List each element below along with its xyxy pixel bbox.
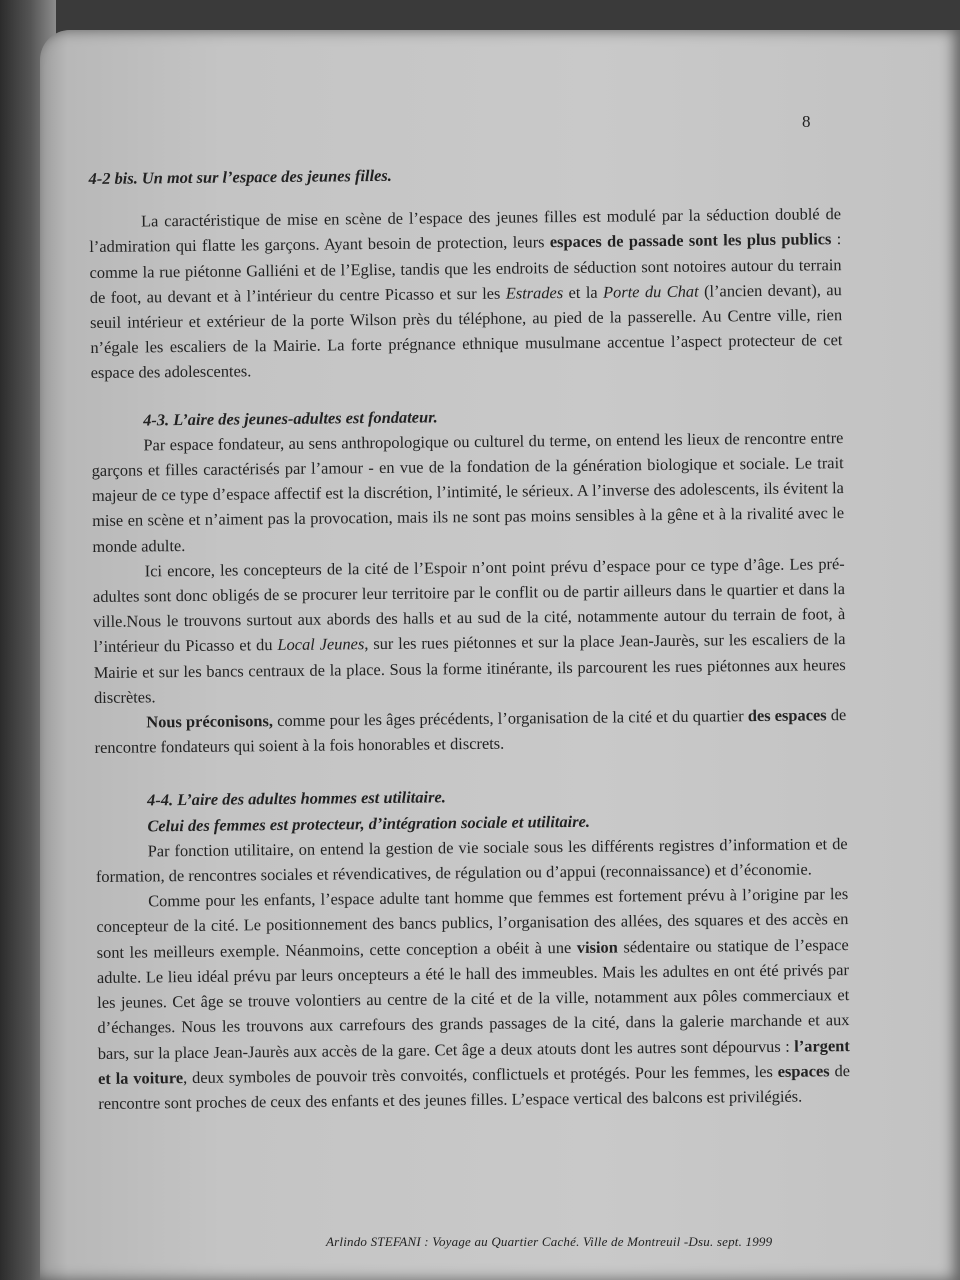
bold-text: espaces de passade sont les plus publics: [549, 229, 832, 252]
text-run: : comme la rue piétonne Galliéni et de l’Eglise, tandis que les endroits de séduction sont notoires autour du terrain de foot, au devant et à l’intérieur du centre Picasso et sur les: [89, 229, 842, 307]
section-heading-4-3: 4-3. L’aire des jeunes-adultes est fondateur.: [143, 406, 438, 430]
text-run: et la: [563, 282, 604, 302]
text-run: , deux symboles de pouvoir très convoités, conflictuels et protégés. Pour les femmes, les: [182, 1061, 778, 1087]
italic-text: Estrades: [505, 282, 564, 303]
bold-text: l’argent et la voiture: [97, 1035, 850, 1088]
section-subheading-4-4: Celui des femmes est protecteur, d’intégration sociale et utilitaire.: [147, 811, 590, 836]
page-footer: Arlindo STEFANI : Voyage au Quartier Caché. Ville de Montreuil -Dsu. sept. 1999: [326, 1234, 773, 1249]
paragraph: [89, 201, 843, 385]
text-run: La caractéristique de mise en scène de l’espace des jeunes filles est modulé par la séduction doublé de l’admiration qui flatte les garçons. Ayant besoin de protection, leurs: [89, 204, 842, 257]
italic-text: Porte du Chat: [602, 281, 699, 302]
text-run: Comme pour les enfants, l’espace adulte tant homme que femmes est fortement prévu à l’origine par les concepteur de la cité. Le positionnement des bancs publics, l’organisation des allées, des squares et des accès en sont les meilleurs exemple. Néanmoins, cette conception a obéit à une: [96, 884, 849, 962]
bold-text: des espaces: [747, 705, 827, 726]
text-run: , sur les rues piétonnes et sur la place Jean-Jaurès, sur les escaliers de la Mairie et sur les bancs centraux de la place. Sous la forme itinérante, ils parcourent les rues piétonnes aux heures discrètes.: [93, 629, 846, 707]
page-number: 8: [802, 112, 811, 131]
bold-text: vision: [576, 937, 618, 957]
section-heading-4-4: 4-4. L’aire des adultes hommes est utilitaire.: [147, 787, 446, 810]
text-run: de rencontre fondateurs qui soient à la fois honorables et discrets.: [94, 705, 847, 758]
text-run: (l’ancien devant), au seuil intérieur et extérieur de la porte Wilson près du téléphone, au pied de la passerelle. Au Centre ville, rien n’égale les escaliers de la Mairie. La forte prégnance ethnique musulmane accentue l’aspect protecteur de cet espace des adolescentes.: [90, 279, 843, 383]
paragraph: Par fonction utilitaire, on entend la gestion de vie sociale sous les différents registres d’information et de formation, de rencontres sociales et révendicatives, de régulation ou d’appui (reconnaissance) et d’économie.: [95, 833, 848, 887]
paragraph: Par espace fondateur, au sens anthropologique ou culturel du terme, on entend les lieux de rencontre entre garçons et filles caractérisés par l’amour - en vue de la fondation de la génération biologique et sociale. Le trait majeur de ce type d’espace affectif est la discrétion, l’intimité, le sérieux. A l’inverse des adolescents, ils évitent la mise en scène et n’aiment pas la provocation, mais ils ne sont pas moins sensibles à la gêne et à la rivalité avec le monde adulte.: [91, 427, 845, 556]
text-run: Ici encore, les concepteurs de la cité de l’Espoir n’ont point prévu d’espace pour ce type d’âge. Les pré-adultes sont donc obligés de se procurer leur territoire par le conflit ou de partir ailleurs dans le quartier et dans la ville.Nous le trouvons surtout aux abords des halls et au sud de la cité, notammente autour du terrain de foot, à l’intérieur du Picasso et du: [92, 553, 846, 657]
bold-text: espaces: [777, 1060, 830, 1081]
paragraph: [94, 702, 846, 760]
italic-text: Local Jeunes: [277, 634, 365, 655]
text-run: sédentaire ou statique de l’espace adulte. Le lieu idéal prévu par leurs oncepteurs a été le hall des immeubles. Mais les adultes en ont été privés par les jeunes. Cet âge se trouve volontiers au centre de la cité et de la ville, notamment aux pôles commerciaux et d’échanges. Nous les trouvons aux carrefours des grands passages de la cité, dans la galerie marchande et aux bars, sur la place Jean-Jaurès aux accès de la gare. Cet âge a deux atouts dont les autres sont dépourvus :: [96, 934, 850, 1063]
paragraph: [96, 881, 850, 1116]
section-heading-4-2: 4-2 bis. Un mot sur l’espace des jeunes filles.: [88, 165, 392, 188]
text-run: comme pour les âges précédents, l’organisation de la cité et du quartier: [272, 706, 748, 731]
text-run: de rencontre sont proches de ceux des enfants et des jeunes filles. L’espace vertical des balcons est privilégiés.: [98, 1060, 851, 1113]
paragraph: [93, 551, 847, 710]
document-body: [88, 112, 850, 1116]
bold-text: Nous préconisons,: [146, 711, 274, 732]
